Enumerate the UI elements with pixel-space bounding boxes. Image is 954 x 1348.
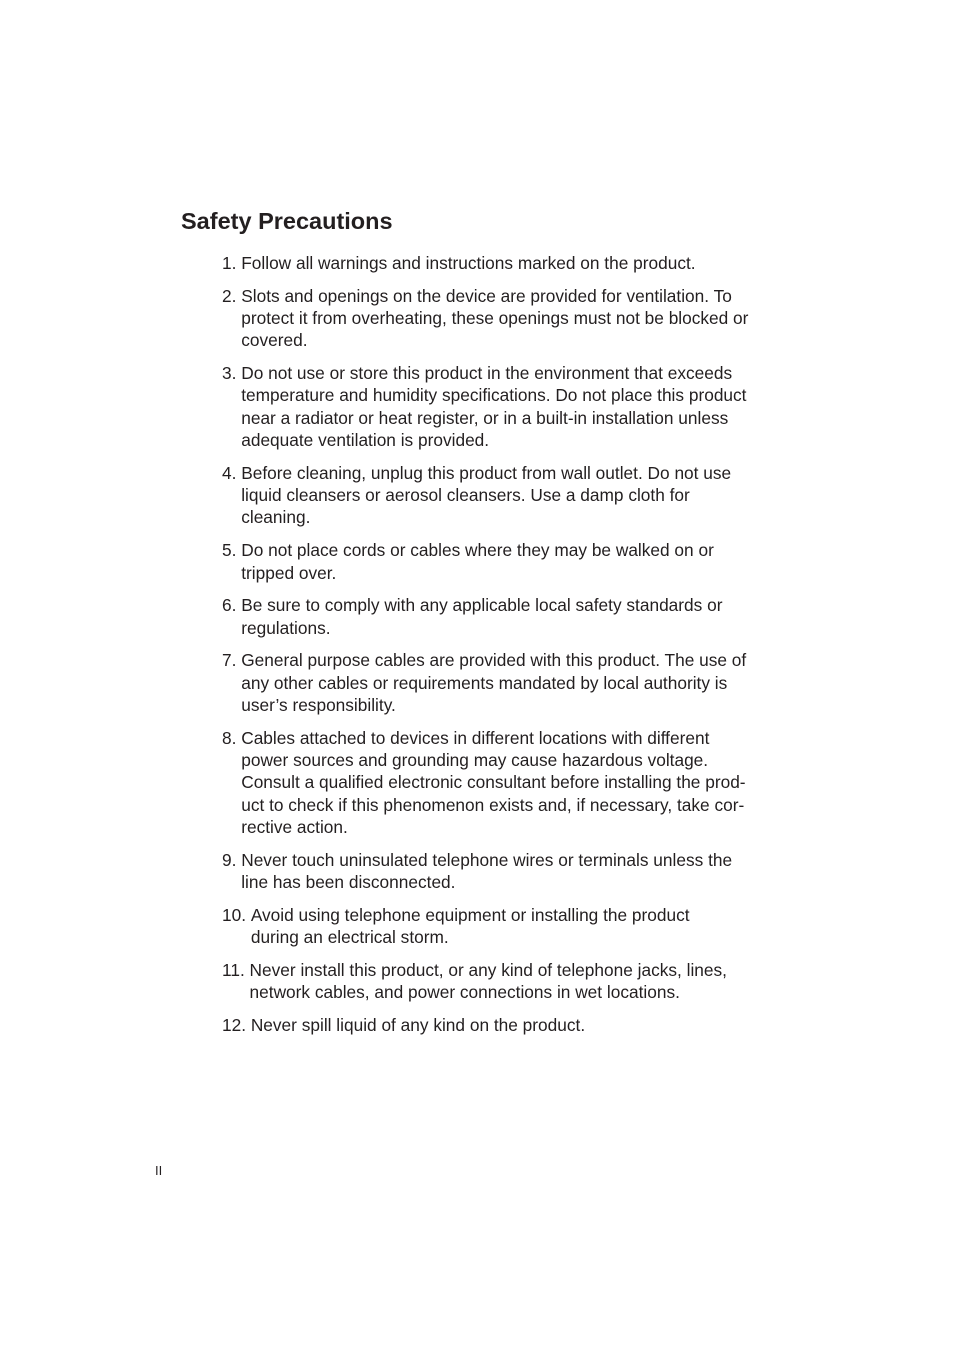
item-number: 10. [222, 904, 251, 925]
list-item [222, 252, 802, 274]
item-number: 4. [222, 462, 242, 483]
list-item [222, 462, 802, 529]
list-item [222, 904, 802, 949]
item-number: 1. [222, 253, 242, 273]
item-text: Never spill liquid of any kind on the product. [250, 1015, 586, 1036]
item-text: Avoid using telephone equipment or installing the product during an electrical storm. [250, 904, 690, 948]
item-text: Cables attached to devices in different locations with different power sources and grounding may cause hazardous voltage. Consult a qualified electronic consultant before installing the prod- uct to check if this phenomenon exists and, if necessary, take cor- rective action. [241, 727, 746, 838]
item-text: Before cleaning, unplug this product from wall outlet. Do not use liquid cleansers or aerosol cleansers. Use a damp cloth for cleaning. [241, 462, 732, 528]
list-item [222, 594, 802, 639]
list-item [222, 362, 802, 451]
item-number: 5. [222, 540, 242, 561]
item-text: General purpose cables are provided with this product. The use of any other cables or requirements mandated by local authority is user’s responsibility. [241, 650, 747, 716]
item-text: Follow all warnings and instructions marked on the product. [241, 253, 696, 273]
list-item [222, 959, 802, 1004]
item-number: 3. [222, 363, 242, 384]
item-text: Be sure to comply with any applicable local safety standards or regulations. [241, 595, 723, 638]
item-text: Slots and openings on the device are provided for ventilation. To protect it from overheating, these openings must not be blocked or covered. [241, 285, 749, 351]
item-text: Do not place cords or cables where they may be walked on or tripped over. [241, 540, 714, 583]
item-number: 9. [222, 849, 242, 870]
item-number: 8. [222, 727, 242, 748]
item-number: 7. [222, 650, 242, 671]
item-text: Do not use or store this product in the environment that exceeds temperature and humidity specifications. Do not place this product near a radiator or heat register, or in a built-in installation unless adequate ventilation is provided. [241, 363, 747, 451]
item-text: Never touch uninsulated telephone wires or terminals unless the line has been disconnected. [241, 849, 733, 893]
page-number: II [155, 1163, 163, 1178]
item-number: 2. [222, 285, 242, 306]
list-item [222, 1014, 802, 1036]
page-title: Safety Precautions [181, 208, 393, 234]
item-number: 6. [222, 595, 242, 616]
list-item [222, 649, 802, 716]
list-item [222, 539, 802, 584]
item-text: Never install this product, or any kind of telephone jacks, lines, network cables, and power connections in wet locations. [249, 960, 727, 1003]
item-number: 11. [222, 960, 250, 981]
list-item [222, 727, 802, 838]
list-item [222, 285, 802, 352]
precautions-list [222, 252, 802, 1047]
item-number: 12. [222, 1015, 251, 1036]
list-item [222, 849, 802, 894]
